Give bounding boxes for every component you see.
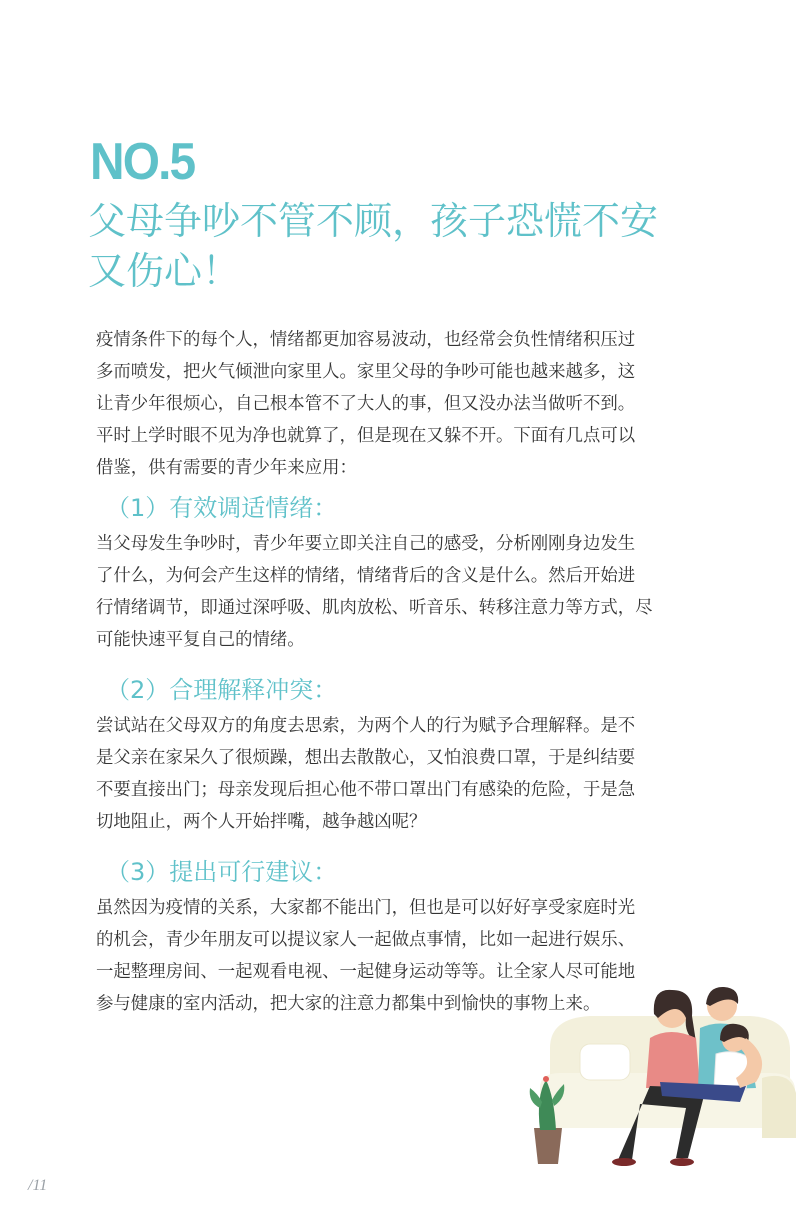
text-line: 的机会，青少年朋友可以提议家人一起做点事情，比如一起进行娱乐、 — [96, 930, 636, 950]
text-line: 切地阻止，两个人开始拌嘴，越争越凶呢？ — [96, 812, 427, 832]
intro-paragraph — [96, 324, 666, 484]
subheading-explain-conflict: （2）合理解释冲突： — [106, 676, 338, 704]
text-line: 行情绪调节，即通过深呼吸、肌肉放松、听音乐、转移注意力等方式，尽 — [96, 598, 653, 618]
plant-pot — [534, 1128, 562, 1164]
page-title-line-2: 又伤心！ — [88, 249, 241, 293]
text-line: 了什么，为何会产生这样的情绪，情绪背后的含义是什么。然后开始进 — [96, 566, 636, 586]
paragraph-regulate-emotion — [96, 528, 666, 656]
text-line: 是父亲在家呆久了很烦躁，想出去散散心，又怕浪费口罩，于是纠结要 — [96, 748, 636, 768]
text-line: 一起整理房间、一起观看电视、一起健身运动等等。让全家人尽可能地 — [96, 962, 636, 982]
text-line: 多而喷发，把火气倾泄向家里人。家里父母的争吵可能也越来越多，这 — [96, 362, 636, 382]
paragraph-explain-conflict — [96, 710, 666, 838]
text-line: 让青少年很烦心，自己根本管不了大人的事，但又没办法当做听不到。 — [96, 394, 636, 414]
subheading-suggestions: （3）提出可行建议： — [106, 858, 338, 886]
text-line: 可能快速平复自己的情绪。 — [96, 630, 305, 650]
text-line: 不要直接出门；母亲发现后担心他不带口罩出门有感染的危险，于是急 — [96, 780, 636, 800]
text-line: 虽然因为疫情的关系，大家都不能出门，但也是可以好好享受家庭时光 — [96, 898, 636, 918]
text-line: 尝试站在父母双方的角度去思索，为两个人的行为赋予合理解释。是不 — [96, 716, 636, 736]
section-number: NO.5 — [90, 133, 195, 191]
family-on-sofa-illustration — [510, 978, 800, 1178]
mother-shoe — [670, 1158, 694, 1166]
pillow — [580, 1044, 630, 1080]
text-line: 当父母发生争吵时，青少年要立即关注自己的感受，分析刚刚身边发生 — [96, 534, 636, 554]
mother-shoe — [612, 1158, 636, 1166]
text-line: 参与健康的室内活动，把大家的注意力都集中到愉快的事物上来。 — [96, 994, 601, 1014]
subheading-regulate-emotion: （1）有效调适情绪： — [106, 494, 338, 522]
text-line: 平时上学时眼不见为净也就算了，但是现在又躲不开。下面有几点可以 — [96, 426, 636, 446]
page-title-line-1: 父母争吵不管不顾，孩子恐慌不安 — [88, 199, 659, 243]
text-line: 借鉴，供有需要的青少年来应用： — [96, 458, 357, 478]
page-number: /11 — [28, 1177, 48, 1194]
mother-body — [646, 1032, 700, 1088]
cactus-flower — [543, 1076, 549, 1082]
page-title — [88, 196, 728, 296]
sofa-arm — [762, 1076, 796, 1138]
text-line: 疫情条件下的每个人，情绪都更加容易波动，也经常会负性情绪积压过 — [96, 330, 636, 350]
